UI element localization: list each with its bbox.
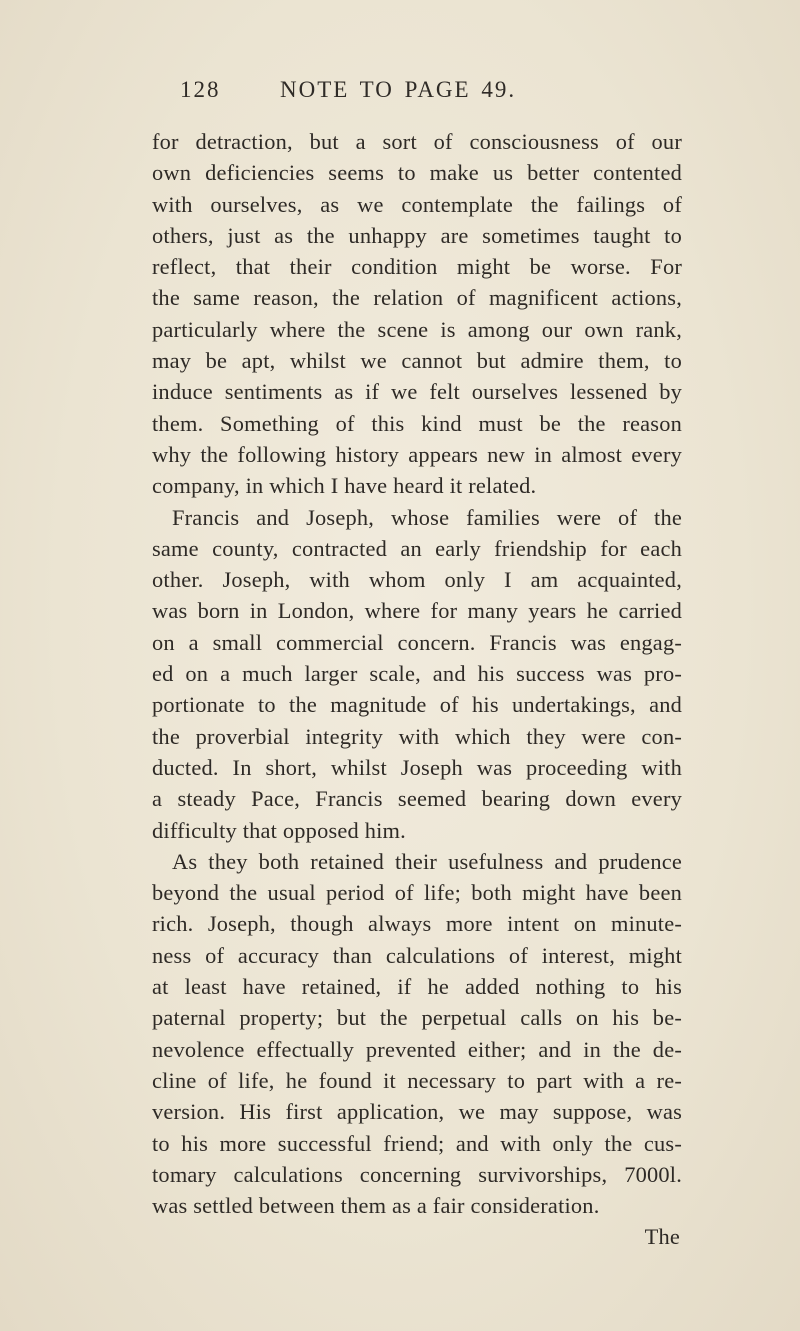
text-line: nevolence effectually prevented either; and in the de- bbox=[152, 1036, 682, 1062]
text-line: same county, contracted an early friendship for each bbox=[152, 535, 682, 561]
text-line: reflect, that their condition might be worse. For bbox=[152, 254, 682, 280]
paragraph-start-line: Francis and Joseph, whose families were of the bbox=[172, 504, 682, 530]
text-line: difficulty that opposed him. bbox=[152, 817, 406, 843]
text-line: paternal property; but the perpetual calls on his be- bbox=[152, 1005, 682, 1031]
text-line: may be apt, whilst we cannot but admire them, to bbox=[152, 348, 682, 374]
text-line: the proverbial integrity with which they were con- bbox=[152, 723, 682, 749]
text-line: others, just as the unhappy are sometimes taught to bbox=[152, 222, 682, 248]
text-line: was settled between them as a fair consideration. bbox=[152, 1193, 600, 1219]
text-line: a steady Pace, Francis seemed bearing down every bbox=[152, 786, 682, 812]
text-line: company, in which I have heard it related. bbox=[152, 473, 537, 499]
text-line: at least have retained, if he added nothing to his bbox=[152, 974, 682, 1000]
text-line: particularly where the scene is among our own rank, bbox=[152, 316, 682, 342]
catchword: The bbox=[644, 1224, 680, 1250]
text-line: to his more successful friend; and with only the cus- bbox=[152, 1130, 682, 1156]
text-line: other. Joseph, with whom only I am acquainted, bbox=[152, 567, 682, 593]
text-line: ed on a much larger scale, and his success was pro- bbox=[152, 661, 682, 687]
text-line: rich. Joseph, though always more intent on minute- bbox=[152, 911, 682, 937]
running-head: NOTE TO PAGE 49. bbox=[280, 77, 517, 102]
text-line: for detraction, but a sort of consciousness of our bbox=[152, 129, 682, 154]
text-line: own deficiencies seems to make us better contented bbox=[152, 160, 682, 186]
text-line: tomary calculations concerning survivorships, 7000l. bbox=[152, 1161, 682, 1187]
text-line: ducted. In short, whilst Joseph was proceeding with bbox=[152, 754, 682, 780]
text-line: them. Something of this kind must be the reason bbox=[152, 410, 682, 436]
text-line: portionate to the magnitude of his undertakings, and bbox=[152, 692, 682, 718]
page-header bbox=[180, 77, 600, 107]
text-line: on a small commercial concern. Francis was engag- bbox=[152, 629, 682, 655]
page-number: 128 bbox=[180, 77, 221, 102]
paragraph-start-line: As they both retained their usefulness and prudence bbox=[172, 848, 682, 874]
text-line: the same reason, the relation of magnificent actions, bbox=[152, 285, 682, 311]
body-text bbox=[152, 126, 682, 1253]
text-line: ness of accuracy than calculations of interest, might bbox=[152, 942, 682, 968]
text-line: induce sentiments as if we felt ourselves lessened by bbox=[152, 379, 682, 405]
text-line: version. His first application, we may suppose, was bbox=[152, 1099, 682, 1125]
text-line: was born in London, where for many years he carried bbox=[152, 598, 682, 624]
text-line: beyond the usual period of life; both might have been bbox=[152, 880, 682, 906]
text-line: why the following history appears new in almost every bbox=[152, 441, 682, 467]
text-line: with ourselves, as we contemplate the failings of bbox=[152, 191, 682, 217]
text-line: cline of life, he found it necessary to part with a re- bbox=[152, 1067, 682, 1093]
